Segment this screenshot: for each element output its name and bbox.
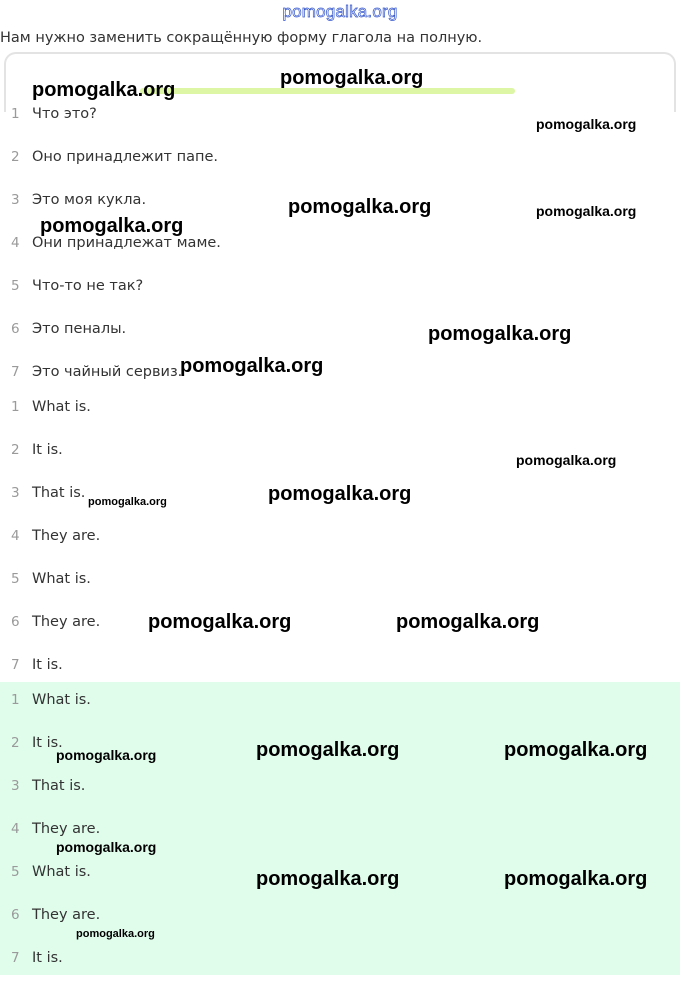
line-number: 1: [11, 106, 20, 122]
list-item: [0, 614, 680, 657]
sentence-text: Что-то не так?: [32, 278, 144, 294]
line-number: 3: [11, 778, 20, 794]
sentence-text: Они принадлежат маме.: [32, 235, 221, 251]
line-number: 2: [11, 442, 20, 458]
site-header-logo[interactable]: pomogalka.org: [282, 2, 398, 21]
watermark: pomogalka.org: [56, 839, 157, 855]
line-number: 5: [11, 864, 20, 880]
line-number: 5: [11, 278, 20, 294]
watermark: pomogalka.org: [280, 67, 424, 89]
answer-text: What is.: [32, 864, 91, 880]
watermark: pomogalka.org: [536, 203, 637, 219]
list-item: [0, 399, 680, 442]
line-number: 4: [11, 821, 20, 837]
sentence-text: What is.: [32, 571, 91, 587]
sentence-text: Оно принадлежит папе.: [32, 149, 218, 165]
sentence-text: Это пеналы.: [32, 321, 127, 337]
answer-text: What is.: [32, 692, 91, 708]
list-item: [0, 321, 680, 364]
watermark: pomogalka.org: [256, 868, 400, 890]
watermark: pomogalka.org: [256, 739, 400, 761]
sentence-text: Что это?: [32, 106, 97, 122]
list-item: [0, 278, 680, 321]
watermark: pomogalka.org: [516, 452, 617, 468]
line-number: 7: [11, 364, 20, 380]
answer-text: It is.: [32, 735, 63, 751]
watermark: pomogalka.org: [504, 868, 648, 890]
line-number: 1: [11, 399, 20, 415]
sentence-text: It is.: [32, 442, 63, 458]
sentence-text: They are.: [32, 528, 101, 544]
sentence-text: They are.: [32, 614, 101, 630]
sentence-text: What is.: [32, 399, 91, 415]
list-item: [0, 235, 680, 278]
answer-item: [0, 950, 680, 993]
line-number: 1: [11, 692, 20, 708]
line-number: 2: [11, 735, 20, 751]
line-number: 6: [11, 321, 20, 337]
line-number: 5: [11, 571, 20, 587]
sentence-text: Это моя кукла.: [32, 192, 147, 208]
answer-text: It is.: [32, 950, 63, 966]
line-number: 2: [11, 149, 20, 165]
line-number: 4: [11, 235, 20, 251]
answer-text: They are.: [32, 821, 101, 837]
watermark: pomogalka.org: [288, 196, 432, 218]
task-instruction: Нам нужно заменить сокращённую форму глагола на полную.: [0, 30, 483, 46]
sentence-text: That is.: [32, 485, 86, 501]
line-number: 3: [11, 192, 20, 208]
answer-item: [0, 778, 680, 821]
watermark: pomogalka.org: [88, 496, 167, 508]
watermark: pomogalka.org: [32, 79, 176, 101]
answer-text: They are.: [32, 907, 101, 923]
watermark: pomogalka.org: [396, 611, 540, 633]
answer-text: That is.: [32, 778, 86, 794]
answer-item: [0, 692, 680, 735]
watermark: pomogalka.org: [148, 611, 292, 633]
list-item: [0, 528, 680, 571]
line-number: 3: [11, 485, 20, 501]
watermark: pomogalka.org: [536, 116, 637, 132]
watermark: pomogalka.org: [76, 928, 155, 940]
watermark: pomogalka.org: [428, 323, 572, 345]
line-number: 7: [11, 950, 20, 966]
line-number: 7: [11, 657, 20, 673]
watermark: pomogalka.org: [40, 215, 184, 237]
line-number: 4: [11, 528, 20, 544]
watermark: pomogalka.org: [504, 739, 648, 761]
sentence-text: Это чайный сервиз.: [32, 364, 183, 380]
sentence-text: It is.: [32, 657, 63, 673]
list-item: [0, 149, 680, 192]
list-item: [0, 571, 680, 614]
line-number: 6: [11, 614, 20, 630]
watermark: pomogalka.org: [56, 747, 157, 763]
watermark: pomogalka.org: [180, 355, 324, 377]
watermark: pomogalka.org: [268, 483, 412, 505]
line-number: 6: [11, 907, 20, 923]
